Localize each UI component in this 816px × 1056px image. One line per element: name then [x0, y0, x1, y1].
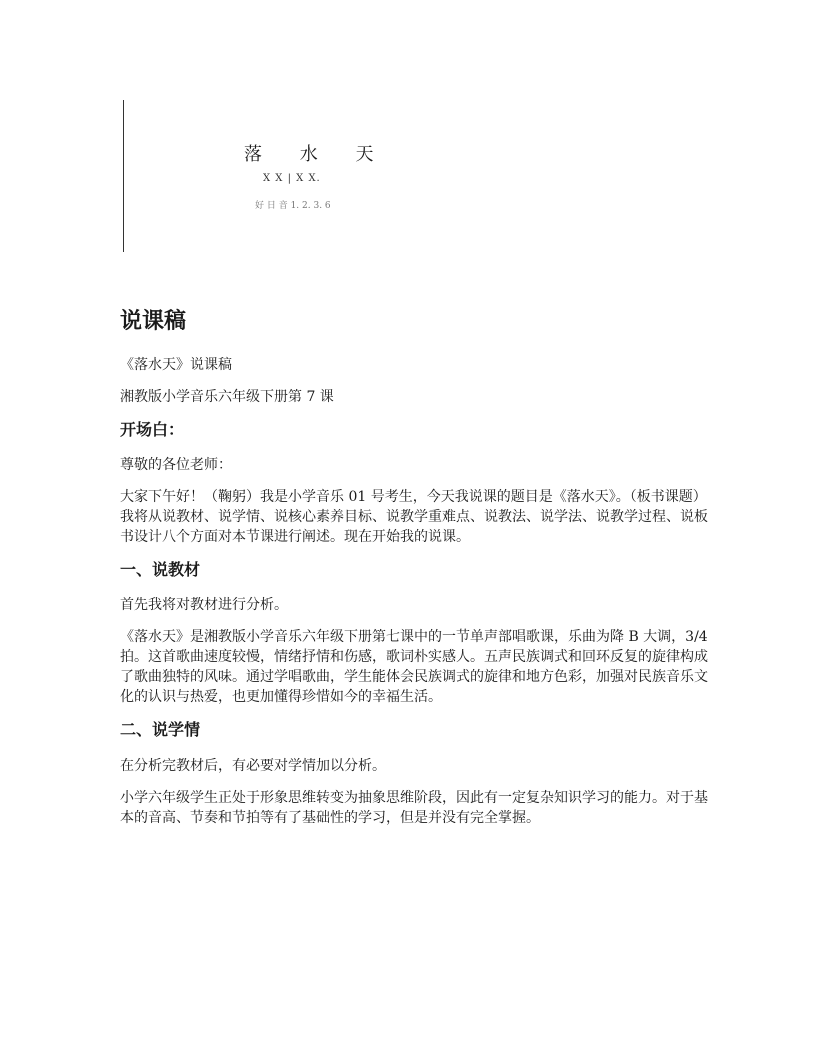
score-title: 落 水 天: [244, 144, 390, 165]
lesson-title: 《落水天》说课稿: [120, 356, 232, 373]
score-notation-line: 好 日 音 1. 2. 3. 6: [255, 201, 331, 211]
score-margin-line: [123, 100, 124, 252]
section-heading-textbook: 一、说教材: [120, 559, 201, 579]
section-heading-students: 二、说学情: [120, 720, 201, 740]
document-body: [120, 300, 710, 840]
opening-heading: 开场白：: [120, 419, 185, 439]
paragraph: 在分析完教材后，有必要对学情加以分析。: [120, 757, 386, 774]
intro-paragraph: 大家下午好！（鞠躬）我是小学音乐 01 号考生，今天我说课的题目是《落水天》。（板书课题）我将从说教材、说学情、说核心素养目标、说教学重难点、说教法、说学法、说教学过程、说板书设计八个方面对本节课进行阐述。现在开始我的说课。: [120, 488, 708, 545]
paragraph: 小学六年级学生正处于形象思维转变为抽象思维阶段，因此有一定复杂知识学习的能力。对于基本的音高、节奏和节拍等有了基础性的学习，但是并没有完全掌握。: [120, 789, 708, 826]
paragraph: 《落水天》是湘教版小学音乐六年级下册第七课中的一节单声部唱歌课，乐曲为降 B 大调，3/4 拍。这首歌曲速度较慢，情绪抒情和伤感，歌词朴实感人。五声民族调式和回环反复的旋律构成了歌曲独特的风味。通过学唱歌曲，学生能体会民族调式的旋律和地方色彩，加强对民族音乐文化的认识与热爱，也更加懂得珍惜如今的幸福生活。: [120, 629, 708, 706]
paragraph: 首先我将对教材进行分析。: [120, 597, 288, 614]
document-title: 说课稿: [120, 309, 187, 334]
lesson-source: 湘教版小学音乐六年级下册第 7 课: [120, 388, 334, 405]
greeting: 尊敬的各位老师：: [120, 456, 232, 473]
score-notation-line: X X | X X.: [263, 173, 321, 184]
